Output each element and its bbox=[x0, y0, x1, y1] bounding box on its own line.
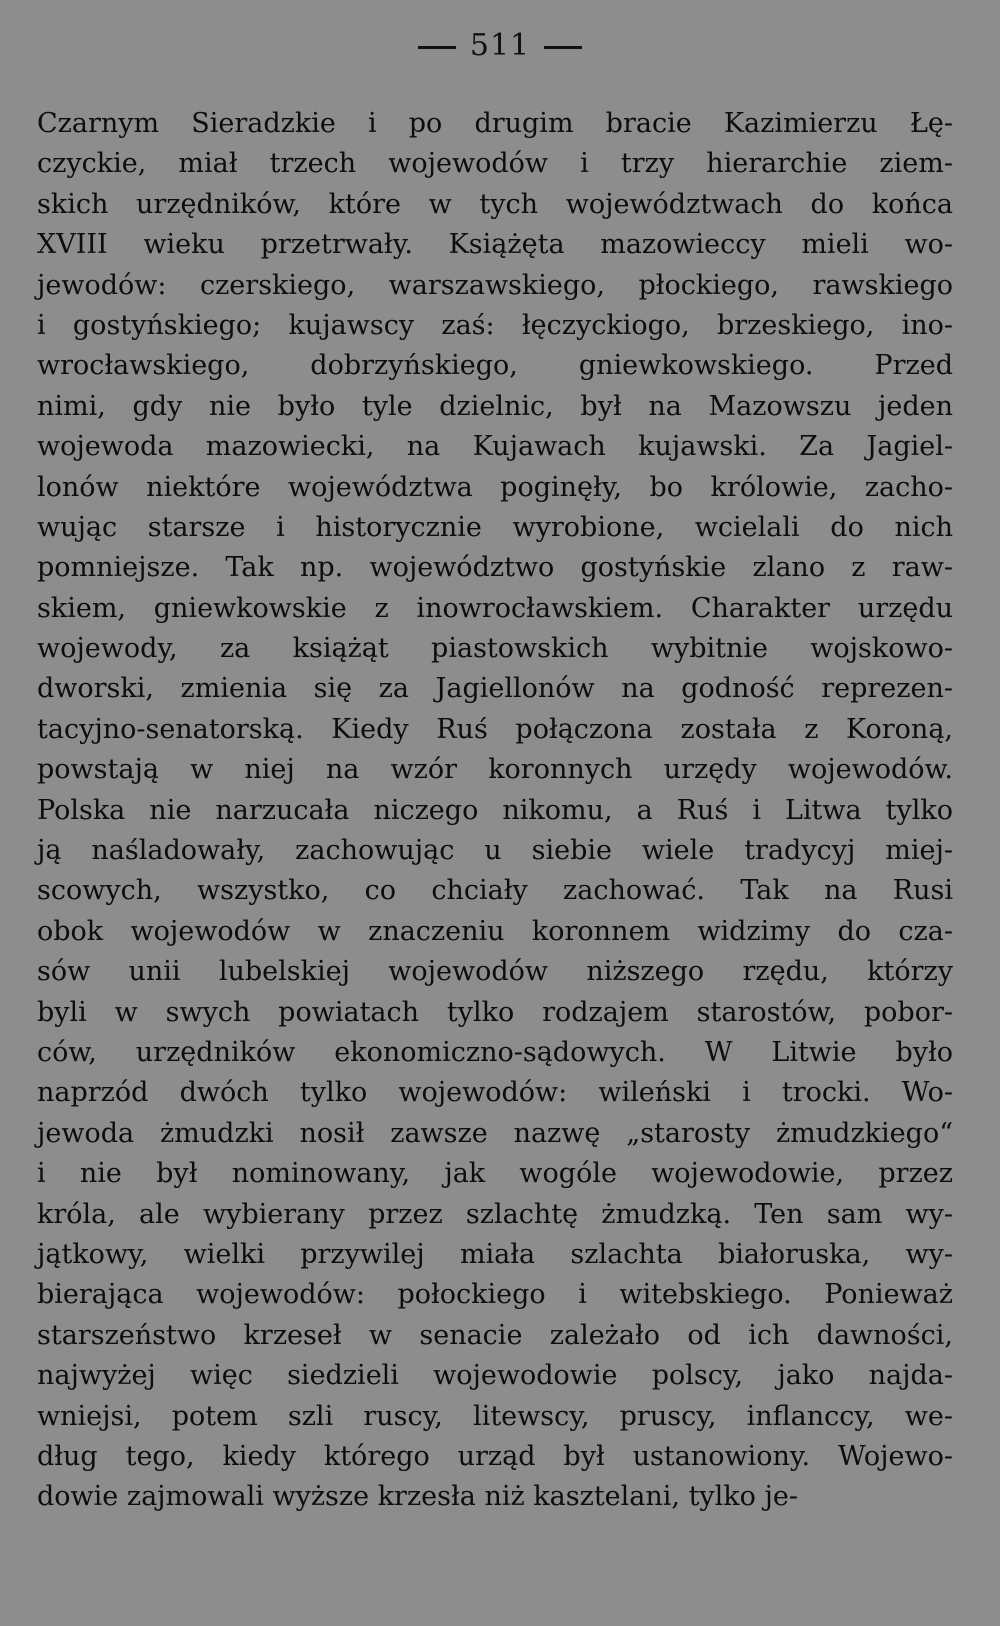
text-line: skich urzędników, które w tych województwach do końca bbox=[37, 188, 953, 220]
text-line: byli w swych powiatach tylko rodzajem starostów, pobor- bbox=[37, 996, 953, 1028]
text-line: sów unii lubelskiej wojewodów niższego rzędu, którzy bbox=[37, 956, 953, 988]
page-number: 511 bbox=[469, 28, 531, 63]
body-text bbox=[37, 104, 953, 1518]
text-line: dowie zajmowali wyższe krzesła niż kasztelani, tylko je- bbox=[37, 1481, 798, 1513]
text-line: dworski, zmienia się za Jagiellonów na godność reprezen- bbox=[37, 673, 953, 705]
text-line: jewodów: czerskiego, warszawskiego, płockiego, rawskiego bbox=[37, 269, 953, 301]
text-line: Czarnym Sieradzkie i po drugim bracie Kazimierzu Łę- bbox=[37, 108, 953, 139]
text-line: lonów niektóre województwa poginęły, bo królowie, zacho- bbox=[37, 471, 953, 503]
text-line: XVIII wieku przetrwały. Książęta mazowieccy mieli wo- bbox=[37, 229, 953, 261]
text-line: wrocławskiego, dobrzyńskiego, gniewkowskiego. Przed bbox=[37, 350, 953, 382]
text-line: ców, urzędników ekonomiczno-sądowych. W Litwie było bbox=[37, 1036, 953, 1068]
text-line: naprzód dwóch tylko wojewodów: wileński i trocki. Wo- bbox=[37, 1077, 953, 1109]
text-line: nimi, gdy nie było tyle dzielnic, był na Mazowszu jeden bbox=[37, 390, 953, 422]
text-line: tacyjno-senatorską. Kiedy Ruś połączona została z Koroną, bbox=[37, 713, 953, 745]
text-line: powstają w niej na wzór koronnych urzędy wojewodów. bbox=[37, 754, 953, 786]
text-line: skiem, gniewkowskie z inowrocławskiem. Charakter urzędu bbox=[37, 592, 953, 624]
text-line: starszeństwo krzeseł w senacie zależało od ich dawności, bbox=[37, 1319, 953, 1351]
text-line: wując starsze i historycznie wyrobione, wcielali do nich bbox=[37, 511, 953, 543]
page-header bbox=[0, 28, 1000, 63]
text-line: wniejsi, potem szli ruscy, litewscy, pruscy, inflanccy, we- bbox=[37, 1400, 953, 1432]
text-line: Polska nie narzucała niczego nikomu, a Ruś i Litwa tylko bbox=[37, 794, 953, 826]
text-line: jątkowy, wielki przywilej miała szlachta białoruska, wy- bbox=[37, 1238, 953, 1270]
text-line: czyckie, miał trzech wojewodów i trzy hierarchie ziem- bbox=[37, 148, 953, 180]
text-line: obok wojewodów w znaczeniu koronnem widzimy do cza- bbox=[37, 915, 953, 947]
text-line: najwyżej więc siedzieli wojewodowie polscy, jako najda- bbox=[37, 1360, 953, 1392]
text-line: scowych, wszystko, co chciały zachować. Tak na Rusi bbox=[37, 875, 953, 907]
header-dash-left bbox=[418, 46, 456, 49]
text-line: pomniejsze. Tak np. województwo gostyńskie zlano z raw- bbox=[37, 552, 953, 584]
text-line: i gostyńskiego; kujawscy zaś: łęczyckiogo, brzeskiego, ino- bbox=[37, 309, 953, 341]
text-line: i nie był nominowany, jak wogóle wojewodowie, przez bbox=[37, 1158, 953, 1190]
text-line: wojewoda mazowiecki, na Kujawach kujawski. Za Jagiel- bbox=[37, 431, 953, 463]
text-line: bierająca wojewodów: połockiego i witebskiego. Ponieważ bbox=[37, 1279, 953, 1311]
text-line: jewoda żmudzki nosił zawsze nazwę „starosty żmudzkiego“ bbox=[37, 1117, 953, 1149]
header-dash-right bbox=[544, 46, 582, 49]
text-line: wojewody, za książąt piastowskich wybitnie wojskowo- bbox=[37, 633, 953, 665]
text-line: króla, ale wybierany przez szlachtę żmudzką. Ten sam wy- bbox=[37, 1198, 953, 1230]
text-line: dług tego, kiedy którego urząd był ustanowiony. Wojewo- bbox=[37, 1440, 953, 1472]
text-line: ją naśladowały, zachowując u siebie wiele tradycyj miej- bbox=[37, 835, 953, 867]
